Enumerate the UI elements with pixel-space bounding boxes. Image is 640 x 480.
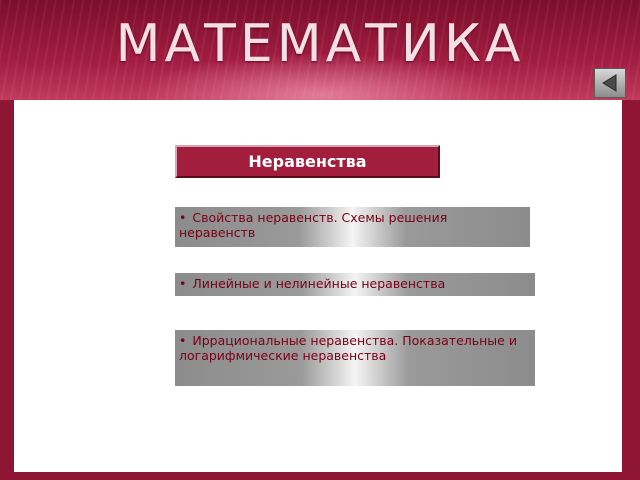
menu-item-properties[interactable] [175, 207, 530, 247]
app-title: МАТЕМАТИКА [115, 14, 525, 74]
bullet-icon: • [179, 210, 187, 225]
menu-item-label: Линейные и нелинейные неравенства [192, 276, 446, 291]
bullet-icon: • [179, 276, 187, 291]
menu-item-linear[interactable] [175, 273, 535, 296]
back-button[interactable] [594, 68, 626, 98]
bullet-icon: • [179, 333, 187, 348]
header-banner [0, 0, 640, 100]
menu-item-label: Свойства неравенств. Схемы решения неравенств [179, 210, 448, 240]
menu-item-irrational[interactable] [175, 330, 535, 386]
section-title: Неравенства [175, 145, 440, 178]
menu-item-label: Иррациональные неравенства. Показательные и логарифмические неравенства [179, 333, 517, 363]
back-arrow-icon [600, 73, 620, 93]
